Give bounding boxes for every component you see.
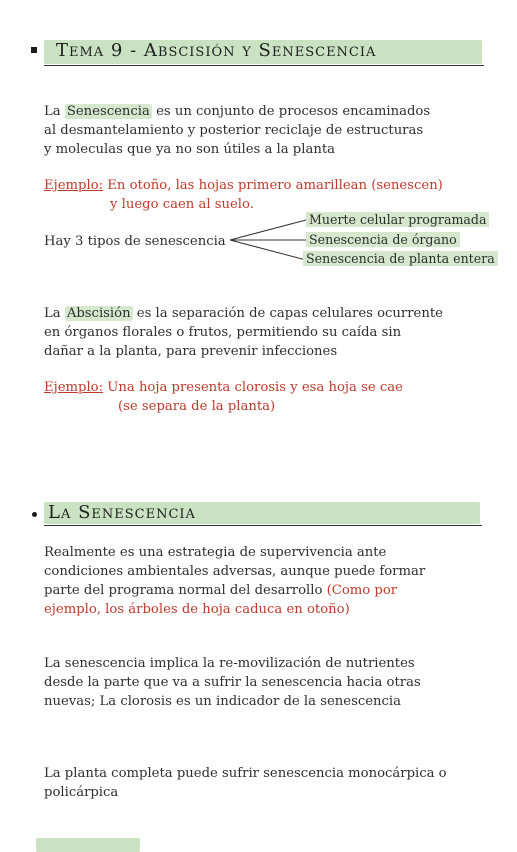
- remobilization-line-2: desde la parte que va a sufrir la senescencia hacia otras: [44, 675, 421, 690]
- intro-line-2: al desmantelamiento y posterior reciclaje de estructuras: [44, 123, 424, 138]
- types-label: Hay 3 tipos de senescencia: [44, 234, 226, 249]
- next-heading-highlight-partial: [36, 838, 140, 852]
- example-2-label: Ejemplo:: [44, 380, 104, 395]
- intro-paragraph: [44, 102, 430, 159]
- example-2-line-1: [44, 378, 403, 397]
- intro-line-3: y moleculas que ya no son útiles a la planta: [44, 142, 335, 157]
- example-1-line-1: [44, 176, 443, 195]
- strategy-line-3-text: parte del programa normal del desarrollo: [44, 583, 323, 598]
- example-1-text-1: En otoño, las hojas primero amarillean (senescen): [107, 178, 443, 193]
- example-1-label: Ejemplo:: [44, 178, 104, 193]
- example-2: [44, 378, 403, 416]
- strategy-paragraph: [44, 543, 425, 619]
- strategy-line-1: Realmente es una estrategia de supervivencia ante: [44, 545, 387, 560]
- strategy-example-start: (Como por: [326, 583, 398, 598]
- abscision-lead: La: [44, 306, 61, 321]
- intro-line-1-rest: es un conjunto de procesos encaminados: [156, 104, 431, 119]
- heading-bullet: [31, 47, 37, 53]
- section-heading-tema9: Tema 9 - Abscisión y Senescencia: [56, 40, 377, 61]
- whole-plant-line-2: policárpica: [44, 785, 119, 800]
- strategy-example-line: ejemplo, los árboles de hoja caduca en otoño): [44, 602, 350, 617]
- remobilization-line-3: nuevas; La clorosis es un indicador de la senescencia: [44, 694, 401, 709]
- section-heading-senescencia: La Senescencia: [48, 502, 196, 523]
- remobilization-line-1: La senescencia implica la re-movilización de nutrientes: [44, 656, 415, 671]
- abscision-line-3: dañar a la planta, para prevenir infecciones: [44, 344, 338, 359]
- types-branch-lines: [228, 214, 308, 266]
- abscision-term: Abscisión: [66, 306, 131, 321]
- abscision-line-1: [44, 304, 443, 323]
- senescencia-term: Senescencia: [66, 104, 150, 119]
- type-item-muerte-celular: Muerte celular programada: [306, 212, 489, 227]
- heading-underline: [44, 65, 484, 66]
- whole-plant-line-1: La planta completa puede sufrir senescencia monocárpica o: [44, 766, 447, 781]
- type-item-organo: Senescencia de órgano: [306, 232, 460, 247]
- intro-lead: La: [44, 104, 61, 119]
- strategy-line-2: condiciones ambientales adversas, aunque puede formar: [44, 564, 426, 579]
- remobilization-paragraph: [44, 654, 421, 711]
- intro-line-1: [44, 102, 430, 121]
- example-2-text-1: Una hoja presenta clorosis y esa hoja se cae: [107, 380, 403, 395]
- whole-plant-paragraph: [44, 764, 447, 802]
- abscision-paragraph: [44, 304, 443, 361]
- abscision-line-2: en órganos florales o frutos, permitiendo su caída sin: [44, 325, 402, 340]
- example-1-line-2: y luego caen al suelo.: [110, 197, 254, 212]
- example-1: [44, 176, 443, 214]
- heading-bullet-2: [32, 512, 37, 517]
- example-2-line-2: (se separa de la planta): [118, 399, 276, 414]
- type-item-planta-entera: Senescencia de planta entera: [303, 251, 498, 266]
- abscision-line-1-rest: es la separación de capas celulares ocurrente: [136, 306, 443, 321]
- strategy-line-3: [44, 581, 425, 600]
- heading-underline-2: [44, 525, 482, 526]
